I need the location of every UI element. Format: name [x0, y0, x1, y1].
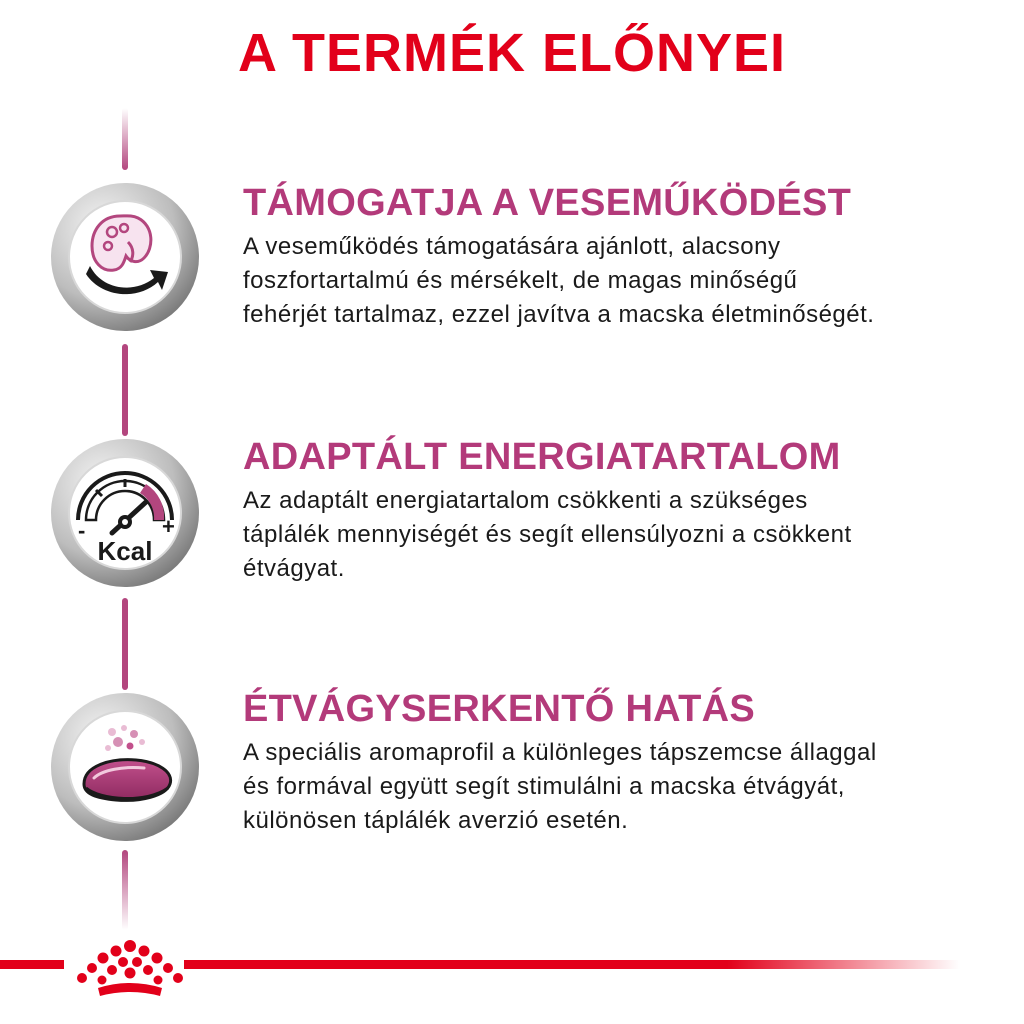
benefit-text-line: Az adaptált energiatartalom csökkenti a szükséges: [243, 487, 808, 514]
benefit-text: [243, 484, 1003, 586]
benefit-text-line: A speciális aromaprofil a különleges tápszemcse állaggal: [243, 739, 877, 766]
footer-line-left: [0, 960, 64, 969]
aroma-food-icon: [50, 692, 200, 842]
benefit-text: [243, 736, 1003, 838]
benefit-heading: ADAPTÁLT ENERGIATARTALOM: [243, 436, 841, 478]
kcal-gauge-icon: [50, 438, 200, 588]
benefit-heading: TÁMOGATJA A VESEMŰKÖDÉST: [243, 182, 852, 224]
benefit-text-line: és formával együtt segít stimulálni a macska étvágyát,: [243, 773, 845, 800]
benefit-kidney: [243, 180, 1003, 332]
timeline-segment-2: [122, 344, 128, 436]
gauge-plus: +: [162, 514, 175, 539]
benefit-energy: [243, 434, 1003, 586]
timeline-segment-4: [122, 850, 128, 930]
benefit-text-line: foszfortartalmú és mérsékelt, de magas minőségű: [243, 267, 798, 294]
timeline-segment-3: [122, 598, 128, 690]
crown-logo-icon: [70, 938, 190, 1000]
gauge-minus: -: [78, 518, 86, 543]
gauge-kcal-label: Kcal: [97, 536, 153, 566]
benefit-text-line: étvágyat.: [243, 555, 345, 582]
kidney-icon: [50, 182, 200, 332]
footer-line-right: [184, 960, 960, 969]
benefit-text-line: fehérjét tartalmaz, ezzel javítva a macska életminőségét.: [243, 301, 875, 328]
timeline-segment-1: [122, 108, 128, 170]
benefit-heading: ÉTVÁGYSERKENTŐ HATÁS: [243, 688, 756, 730]
benefit-text: [243, 230, 1003, 332]
benefit-text-line: A veseműködés támogatására ajánlott, alacsony: [243, 233, 781, 260]
benefit-text-line: táplálék mennyiségét és segít ellensúlyozni a csökkent: [243, 521, 852, 548]
benefit-text-line: különösen táplálék averzió esetén.: [243, 807, 629, 834]
page-title: A TERMÉK ELŐNYEI: [237, 23, 787, 83]
benefit-appetite: [243, 686, 1003, 838]
